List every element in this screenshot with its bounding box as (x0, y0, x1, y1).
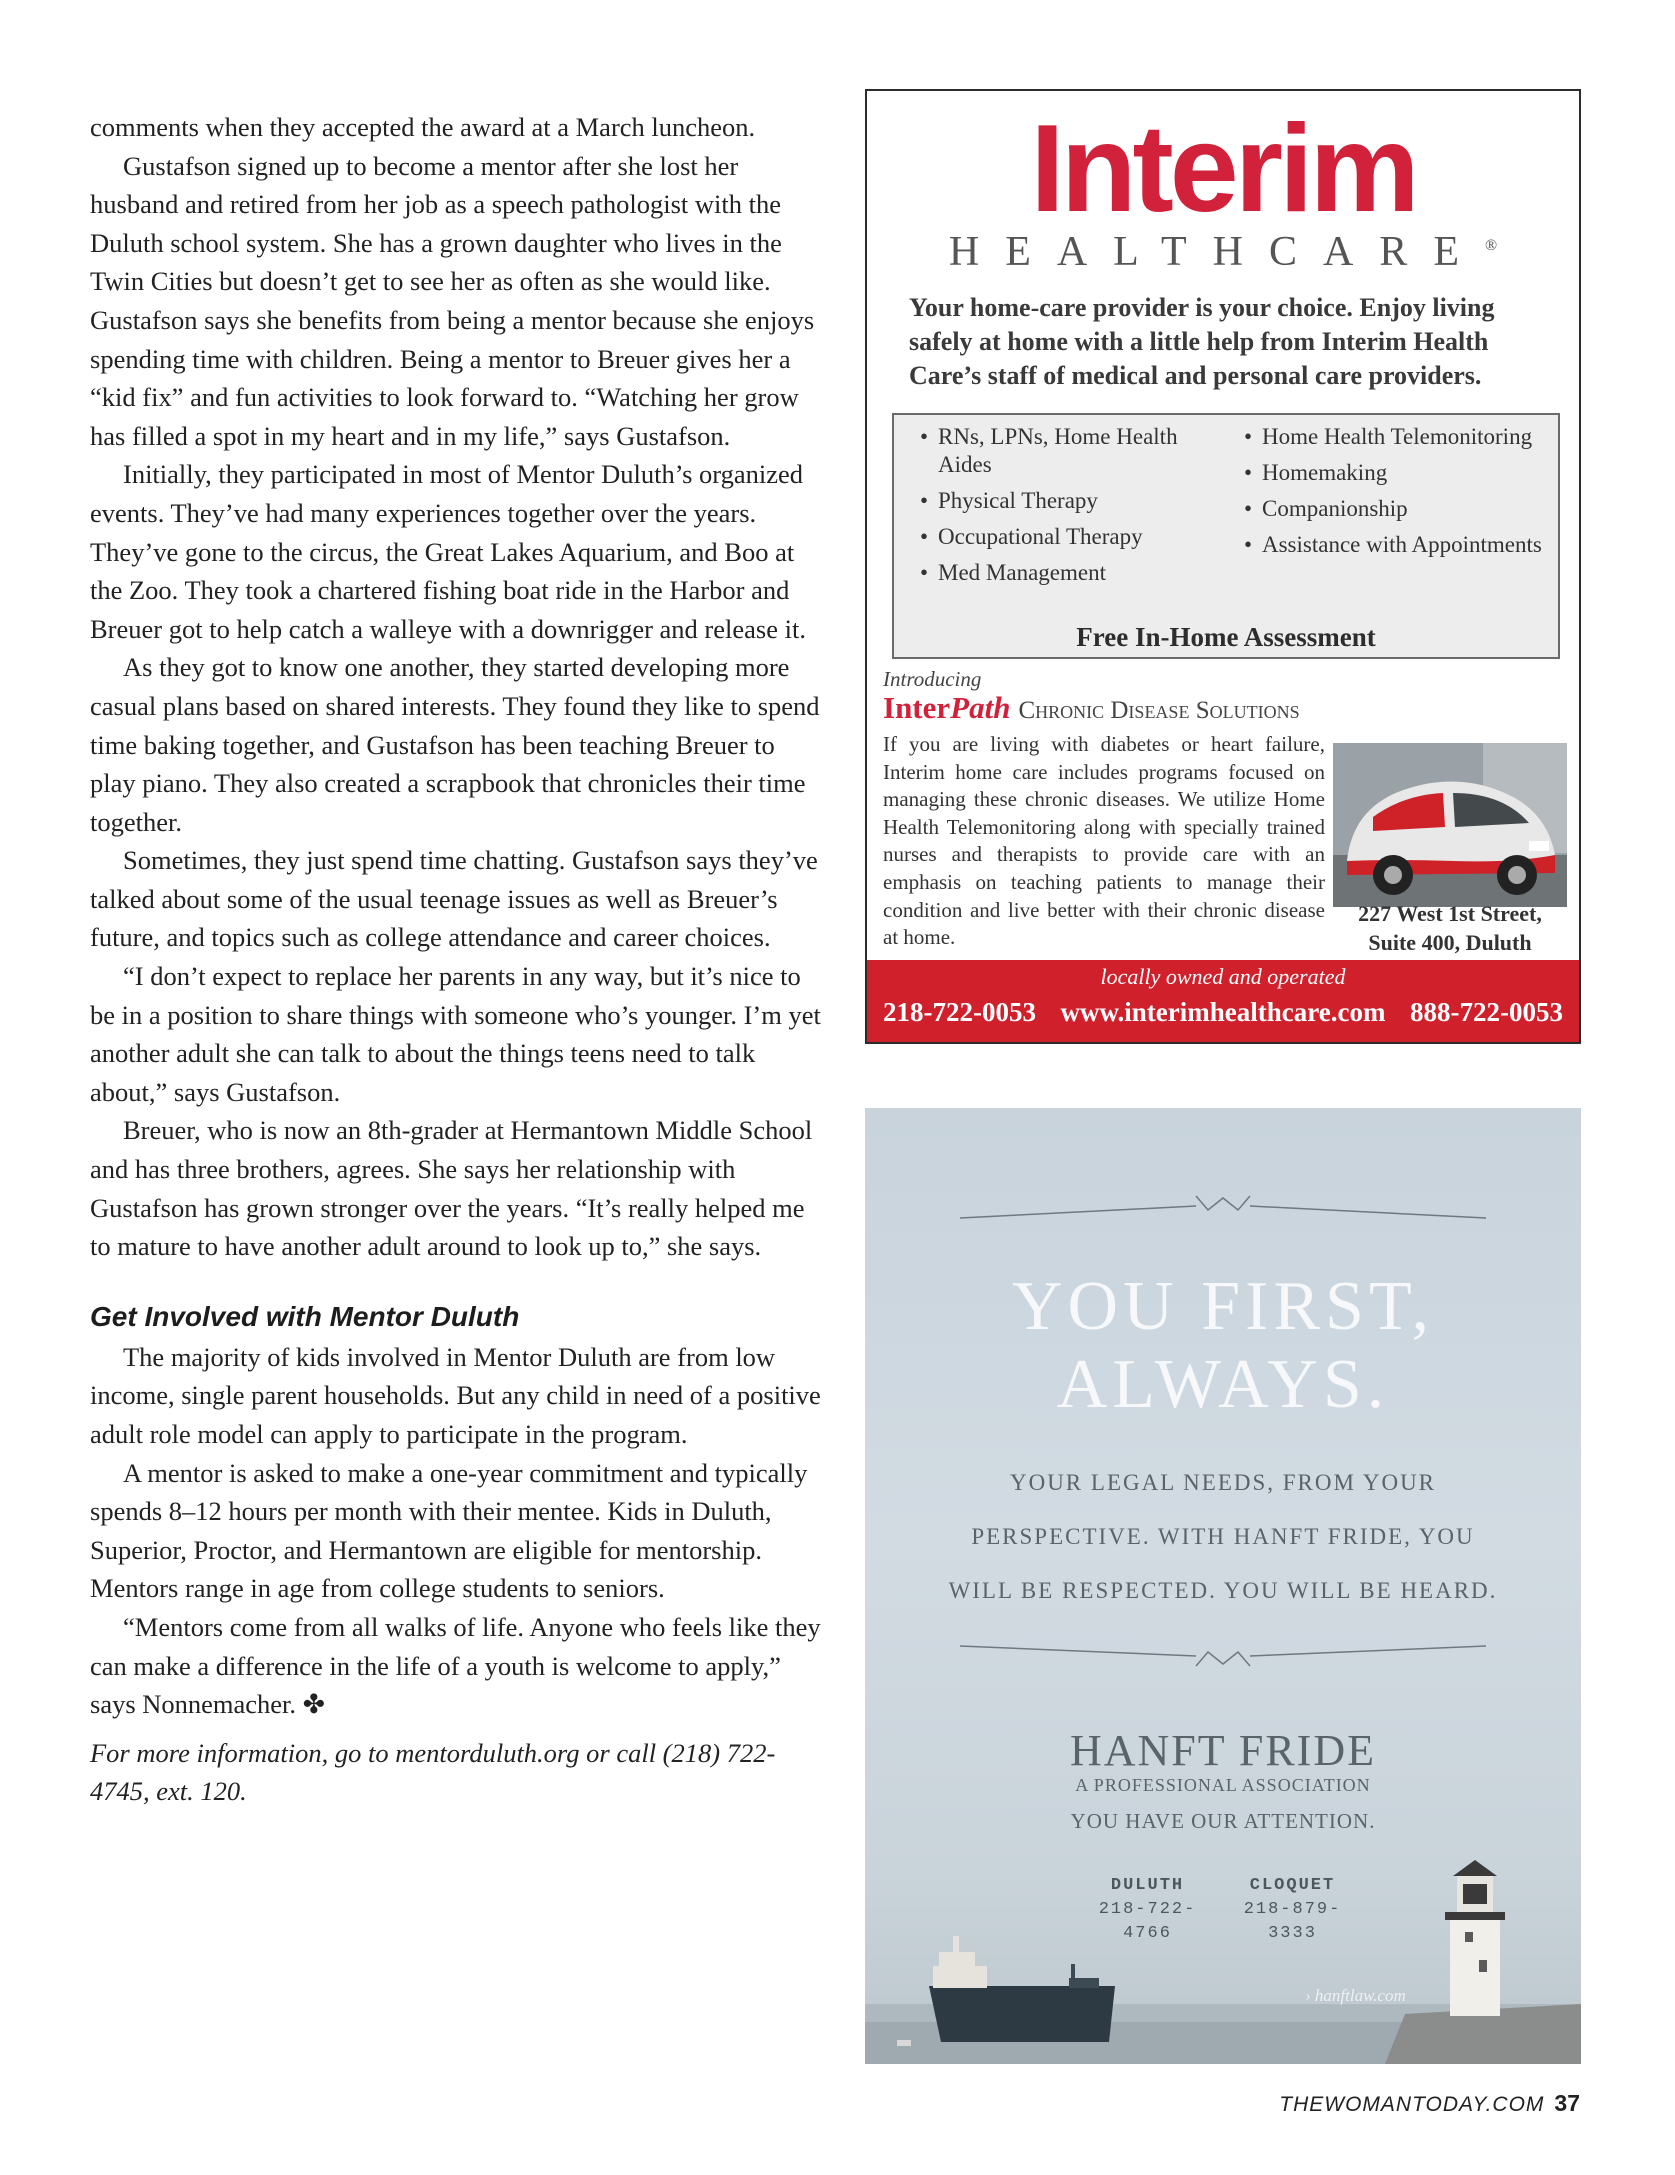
interpath-description: If you are living with diabetes or heart failure, Interim home care includes programs focused on managing these chronic diseases. We utilize Home Health Telemonitoring along with specially trained nurses and therapists to provide care with an emphasis on teaching patients to manage their condition and live better with their chronic disease at home. (883, 732, 1325, 950)
article-paragraph: As they got to know one another, they started developing more casual plans based on shared interests. They found they like to spend time baking together, and Gustafson has been teaching Breuer to play piano. They also created a scrapbook that chronicles their time together. (90, 652, 820, 837)
healthcare-wordmark (867, 221, 1579, 277)
page-footer (1279, 2090, 1580, 2117)
service-item: • Homemaking (1244, 459, 1544, 487)
service-item: • RNs, LPNs, Home Health Aides (920, 423, 1220, 479)
firm-tagline: YOU HAVE OUR ATTENTION. (1070, 1809, 1376, 1833)
service-item: • Home Health Telemonitoring (1244, 423, 1544, 451)
ad-intro-text: Your home-care provider is your choice. Enjoy living safely at home with a little help from Interim Health Care’s staff of medical and personal care providers. (909, 293, 1495, 390)
firm-logo (865, 1728, 1581, 1836)
website-link[interactable]: www.interimhealthcare.com (1060, 997, 1386, 1027)
ad-headline (865, 1268, 1581, 1424)
office-city: DULUTH (1110, 1876, 1185, 1895)
article-paragraph: Gustafson signed up to become a mentor after she lost her husband and retired from her job as a speech pathologist with the Duluth school system. She has a grown daughter who lives in the Twin Cities but doesn’t get to see her as often as she would like. Gustafson says she benefits from being a mentor because she enjoys spending time with children. Being a mentor to Breuer gives her a “kid fix” and fun activities to look forward to. “Watching her grow has filled a spot in my heart and in my life,” says Gustafson. (90, 150, 815, 451)
contact-note: For more information, go to mentorduluth.org or call (218) 722-4745, ext. 120. (90, 1737, 776, 1807)
office-phone[interactable]: 218-722-4766 (1098, 1900, 1197, 1943)
interim-logo: Interim (1030, 100, 1416, 238)
services-right-column (1244, 423, 1544, 567)
firm-association: A PROFESSIONAL ASSOCIATION (1075, 1775, 1371, 1795)
ad-subline (865, 1456, 1581, 1618)
contact-bar (867, 960, 1579, 1042)
top-ornament-icon (960, 1190, 1486, 1220)
article-paragraph: comments when they accepted the award at a March luncheon. (90, 112, 756, 142)
headline-line: ALWAYS. (1056, 1346, 1390, 1423)
bottom-ornament-icon (960, 1642, 1486, 1672)
article-paragraph (90, 1608, 825, 1724)
office-phone[interactable]: 218-879-3333 (1243, 1900, 1342, 1943)
section-heading: Get Involved with Mentor Duluth (90, 1300, 520, 1332)
page-number: 37 (1554, 2090, 1580, 2116)
service-item: • Med Management (920, 559, 1220, 587)
service-item: • Physical Therapy (920, 487, 1220, 515)
interpath-path: Path (950, 690, 1011, 725)
address-line: 227 West 1st Street, (1358, 901, 1542, 926)
office-city: CLOQUET (1249, 1876, 1336, 1895)
subline-text: YOUR LEGAL NEEDS, FROM YOUR (1009, 1470, 1437, 1495)
firm-name: HANFT FRIDE (1069, 1726, 1376, 1775)
subline-text: PERSPECTIVE. WITH HANFT FRIDE, YOU (971, 1524, 1475, 1549)
branded-car-photo (1333, 743, 1567, 907)
service-item: • Occupational Therapy (920, 523, 1220, 551)
end-mark-icon: ✤ (302, 1689, 325, 1720)
hanft-fride-ad[interactable] (865, 1108, 1581, 2064)
office-address (1333, 899, 1567, 957)
interpath-subtitle: Chronic Disease Solutions (1018, 697, 1300, 724)
article-paragraph: “I don’t expect to replace her parents in any way, but it’s nice to be in a position to share things with someone who’s younger. I’m yet another adult she can talk to about the things teens need to talk about,” says Gustafson. (90, 961, 821, 1107)
registered-mark: ® (1484, 237, 1498, 254)
phone-tollfree[interactable]: 888-722-0053 (1410, 997, 1563, 1027)
article-paragraph: Sometimes, they just spend time chatting. Gustafson says they’ve talked about some of the usual teenage issues as well as Breuer’s future, and topics such as college attendance and career choices. (90, 845, 818, 953)
article-paragraph: The majority of kids involved in Mentor Duluth are from low income, single parent households. But any child in need of a positive adult role model can apply to participate in the program. (90, 1341, 821, 1449)
article-paragraph: A mentor is asked to make a one-year commitment and typically spends 8–12 hours per month with their mentee. Kids in Duluth, Superior, Proctor, and Hermantown are eligible for mentorship. Mentors range in age from college students to seniors. (90, 1457, 808, 1604)
hanft-website[interactable]: › hanftlaw.com (1305, 1986, 1406, 2005)
website-text[interactable]: hanftlaw.com (1314, 1986, 1406, 2005)
headline-line: YOU FIRST, (1011, 1268, 1435, 1345)
address-line: Suite 400, Duluth (1368, 930, 1532, 955)
subline-text: WILL BE RESPECTED. YOU WILL BE HEARD. (948, 1578, 1498, 1603)
article-column (90, 108, 825, 1811)
service-item: • Companionship (1244, 495, 1544, 523)
interpath-inter: Inter (883, 690, 951, 725)
car-icon (1333, 743, 1567, 907)
contact-row (883, 992, 1563, 1032)
service-item: • Assistance with Appointments (1244, 531, 1544, 559)
harbor-scene-icon (865, 1854, 1581, 2064)
interpath-title (883, 691, 1300, 728)
phone-local[interactable]: 218-722-0053 (883, 997, 1036, 1027)
closing-quote-text: “Mentors come from all walks of life. Anyone who feels like they can make a difference in the life of a youth is welcome to apply,” says Nonnemacher. (90, 1611, 821, 1720)
introducing-label: Introducing (883, 667, 982, 691)
services-left-column (920, 423, 1220, 595)
free-assessment-label: Free In-Home Assessment (1076, 622, 1376, 652)
article-paragraph: Initially, they participated in most of Mentor Duluth’s organized events. They’ve had many experiences together over the years. They’ve gone to the circus, the Great Lakes Aquarium, and Boo at the Zoo. They took a chartered fishing boat ride in the Harbor and Breuer got to help catch a walleye with a downrigger and release it. (90, 459, 806, 644)
services-box (892, 413, 1560, 659)
article-paragraph: Breuer, who is now an 8th-grader at Hermantown Middle School and has three brothers, agrees. She says her relationship with Gustafson has grown stronger over the years. “It’s really helped me to mature to have another adult around to look up to,” she says. (90, 1115, 813, 1262)
locally-owned-tagline: locally owned and operated (1100, 964, 1346, 989)
publication-site: THEWOMANTODAY.COM (1279, 2093, 1545, 2116)
interim-healthcare-ad[interactable] (865, 89, 1581, 1044)
healthcare-text: HEALTHCARE (948, 229, 1485, 275)
